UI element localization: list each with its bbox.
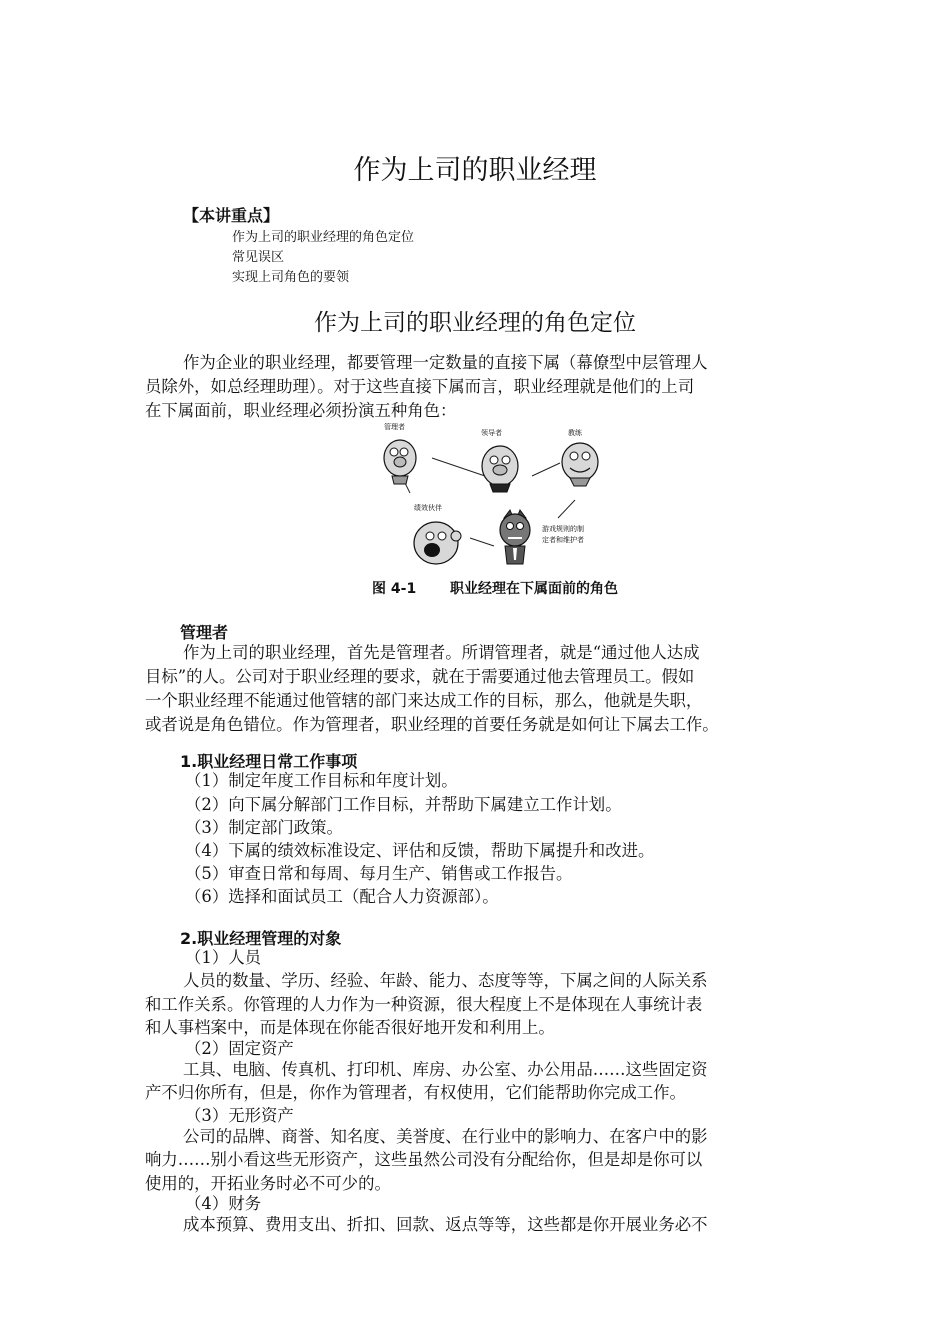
manager-character-icon [384, 440, 416, 484]
figure-connector [470, 538, 494, 546]
manager-line: 一个职业经理不能通过他管辖的部门来达成工作的目标，那么，他就是失职， [145, 691, 703, 710]
manager-line: 作为上司的职业经理，首先是管理者。所谓管理者，就是“通过他人达成 [183, 643, 700, 662]
object-line: 公司的品牌、商誉、知名度、美誉度、在行业中的影响力、在客户中的影 [183, 1127, 708, 1146]
daily-work-heading: 1.职业经理日常工作事项 [180, 752, 358, 771]
object-label: （3）无形资产 [185, 1106, 294, 1125]
key-points-heading: 【本讲重点】 [183, 206, 280, 225]
object-line: 响力……别小看这些无形资产，这些虽然公司没有分配给你，但是却是你可以 [145, 1150, 703, 1169]
object-label: （1）人员 [185, 948, 261, 967]
figure-caption [0, 578, 950, 598]
figure-label-rule-maker-2: 定者和维护者 [542, 536, 584, 544]
object-line: 使用的，开拓业务时必不可少的。 [145, 1174, 391, 1193]
management-objects-heading: 2.职业经理管理的对象 [180, 929, 342, 948]
daily-work-item: （5）审查日常和每周、每月生产、销售或工作报告。 [185, 864, 573, 883]
key-point-item: 常见误区 [232, 250, 285, 265]
figure-caption-number: 图 4-1 [372, 581, 417, 597]
figure-label-coach: 教练 [568, 429, 582, 437]
document-title: 作为上司的职业经理 [353, 155, 597, 186]
manager-heading: 管理者 [180, 623, 229, 642]
figure-label-leader: 领导者 [481, 429, 502, 437]
object-label: （2）固定资产 [185, 1039, 294, 1058]
leader-character-icon [482, 446, 518, 492]
intro-line: 在下属面前，职业经理必须扮演五种角色： [145, 401, 457, 420]
manager-line: 目标”的人。公司对于职业经理的要求，就在于需要通过他去管理员工。假如 [145, 667, 695, 686]
manager-line: 或者说是角色错位。作为管理者，职业经理的首要任务就是如何让下属去工作。 [145, 715, 719, 734]
figure-caption-text: 职业经理在下属面前的角色 [449, 581, 618, 597]
figure-label-manager: 管理者 [384, 423, 405, 431]
daily-work-item: （2）向下属分解部门工作目标，并帮助下属建立工作计划。 [185, 795, 622, 814]
daily-work-item: （4）下属的绩效标准设定、评估和反馈，帮助下属提升和改进。 [185, 841, 655, 860]
object-line: 和人事档案中，而是体现在你能否很好地开发和利用上。 [145, 1018, 555, 1037]
section-title: 作为上司的职业经理的角色定位 [314, 310, 636, 336]
figure-label-performance-partner: 绩效伙伴 [414, 504, 442, 512]
object-line: 和工作关系。你管理的人力作为一种资源，很大程度上不是体现在人事统计表 [145, 995, 703, 1014]
rule-maker-character-icon [500, 510, 530, 564]
intro-line: 作为企业的职业经理，都要管理一定数量的直接下属（幕僚型中层管理人 [183, 353, 708, 372]
object-label: （4）财务 [185, 1194, 261, 1213]
figure-label-rule-maker-1: 游戏规则的制 [542, 525, 584, 533]
object-line: 工具、电脑、传真机、打印机、库房、办公室、办公用品……这些固定资 [183, 1060, 708, 1079]
roles-figure [370, 418, 620, 573]
daily-work-item: （3）制定部门政策。 [185, 818, 343, 837]
object-line: 成本预算、费用支出、折扣、回款、返点等等，这些都是你开展业务必不 [183, 1215, 708, 1234]
object-line: 人员的数量、学历、经验、年龄、能力、态度等等，下属之间的人际关系 [183, 971, 708, 990]
intro-line: 员除外，如总经理助理）。对于这些直接下属而言，职业经理就是他们的上司 [145, 377, 695, 396]
figure-connector [558, 500, 575, 518]
key-point-item: 作为上司的职业经理的角色定位 [232, 230, 415, 245]
performance-partner-character-icon [414, 522, 461, 564]
daily-work-item: （1）制定年度工作目标和年度计划。 [185, 771, 458, 790]
figure-connector [432, 458, 485, 476]
key-point-item: 实现上司角色的要领 [232, 270, 350, 285]
coach-character-icon [562, 443, 598, 486]
daily-work-item: （6）选择和面试员工（配合人力资源部）。 [185, 887, 499, 906]
figure-connector [532, 463, 560, 476]
object-line: 产不归你所有，但是，你作为管理者，有权使用，它们能帮助你完成工作。 [145, 1083, 686, 1102]
